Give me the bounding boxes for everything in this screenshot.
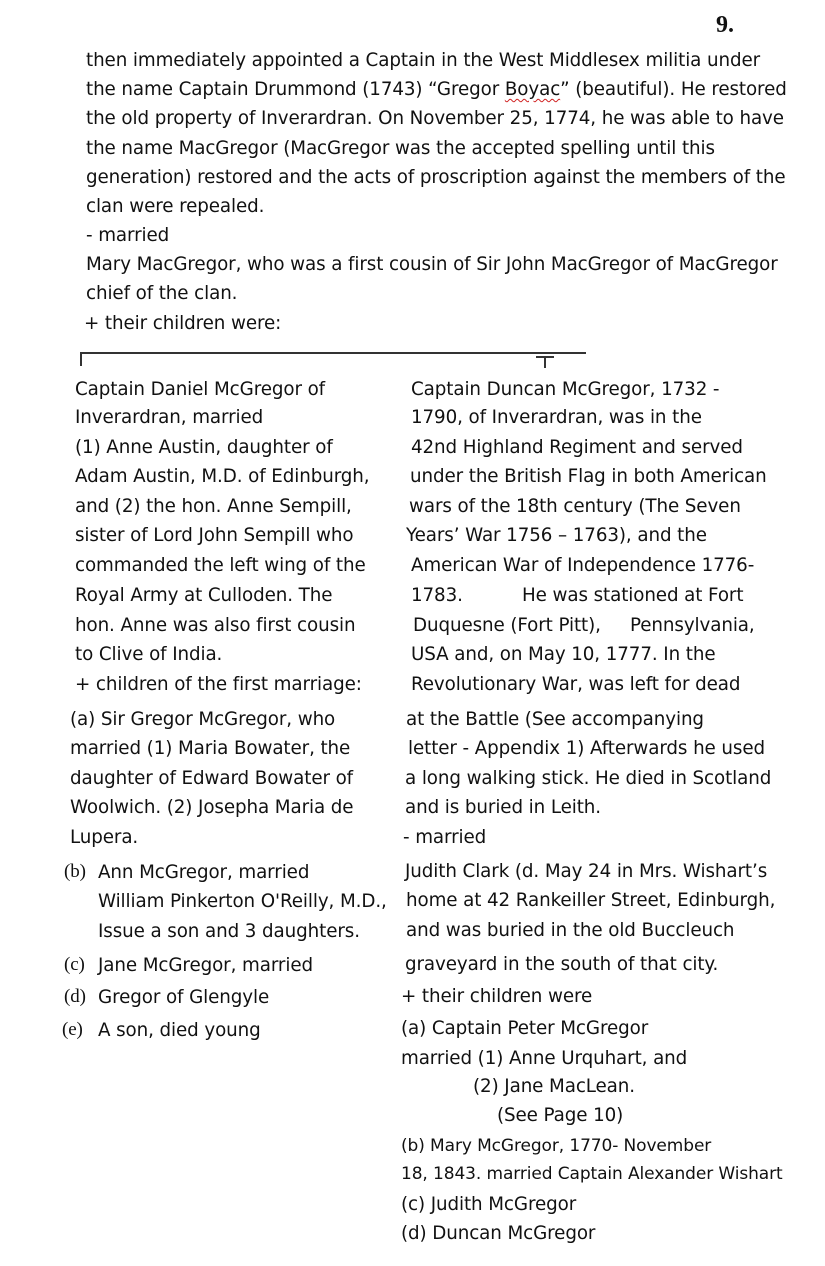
intro-line-9: chief of the clan. [86, 283, 238, 304]
left-line-2: Inverardran, married [75, 407, 264, 428]
right-line-2: 1790, of Inverardran, was in the [411, 407, 702, 428]
family-tree-left-drop [80, 352, 82, 366]
right-line-1: Captain Duncan McGregor, 1732 - [411, 379, 720, 400]
left-child-a-line-3: daughter of Edward Bowater of [70, 768, 354, 789]
right-child-a-see-page: (See Page 10) [497, 1105, 624, 1126]
intro-line-2 [86, 79, 787, 101]
right-children-heading: + their children were [401, 986, 593, 1007]
right-line-3: 42nd Highland Regiment and served [411, 437, 743, 458]
page-number: 9. [716, 12, 734, 38]
left-child-e-marker: (e) [62, 1019, 83, 1040]
left-line-7: commanded the left wing of the [75, 555, 366, 576]
left-line-10: to Clive of India. [75, 644, 223, 665]
right-line-10: USA and, on May 10, 1777. In the [411, 644, 716, 665]
intro-line-1: then immediately appointed a Captain in the West Middlesex militia under [86, 50, 761, 71]
spelling-flag-word: Boyac [504, 79, 561, 100]
right-line-12: at the Battle (See accompanying [406, 709, 704, 730]
right-child-d-line-1: (d) Duncan McGregor [401, 1223, 596, 1244]
left-child-a-line-2: married (1) Maria Bowater, the [70, 738, 351, 759]
right-child-a-line-3: (2) Jane MacLean. [473, 1076, 635, 1097]
left-line-3: (1) Anne Austin, daughter of [75, 437, 333, 458]
right-line-14: a long walking stick. He died in Scotland [405, 768, 772, 789]
intro-married: - married [86, 225, 170, 246]
intro-line-2-end: ” (beautiful). He restored [560, 79, 787, 100]
right-line-11: Revolutionary War, was left for dead [411, 674, 741, 695]
left-child-b-line-2: William Pinkerton O'Reilly, M.D., [98, 891, 387, 912]
left-child-c-line-1: Jane McGregor, married [98, 955, 313, 976]
intro-line-4: the name MacGregor (MacGregor was the accepted spelling until this [86, 138, 715, 159]
family-tree-right-drop [544, 356, 546, 368]
right-line-9-fort: Duquesne (Fort Pitt), [413, 615, 601, 636]
right-child-a-line-2: married (1) Anne Urquhart, and [401, 1048, 688, 1069]
right-line-4: under the British Flag in both American [410, 466, 767, 487]
left-line-8: Royal Army at Culloden. The [75, 585, 333, 606]
right-line-6: Years’ War 1756 – 1763), and the [406, 525, 707, 546]
right-line-7: American War of Independence 1776- [411, 555, 755, 576]
left-child-d-marker: (d) [64, 986, 86, 1007]
left-child-e-line-1: A son, died young [98, 1020, 261, 1041]
left-child-a-line-4: Woolwich. (2) Josepha Maria de [70, 797, 354, 818]
right-line-20: graveyard in the south of that city. [405, 954, 719, 975]
intro-line-2-start: the name Captain Drummond (1743) “Gregor [86, 79, 505, 100]
intro-line-3: the old property of Inverardran. On November 25, 1774, he was able to have [86, 108, 784, 129]
family-tree-branch-line [80, 352, 586, 354]
right-line-17: Judith Clark (d. May 24 in Mrs. Wishart’s [405, 861, 768, 882]
right-child-b-line-1: (b) Mary McGregor, 1770- November [401, 1136, 712, 1156]
left-line-6: sister of Lord John Sempill who [75, 525, 354, 546]
right-child-c-line-1: (c) Judith McGregor [401, 1194, 577, 1215]
left-line-4: Adam Austin, M.D. of Edinburgh, [75, 466, 370, 487]
left-line-9: hon. Anne was also first cousin [75, 615, 356, 636]
right-child-b-line-2: 18, 1843. married Captain Alexander Wishart [401, 1164, 783, 1184]
right-line-15: and is buried in Leith. [405, 797, 601, 818]
right-line-13: letter - Appendix 1) Afterwards he used [408, 738, 765, 759]
left-child-a-line-1: (a) Sir Gregor McGregor, who [70, 709, 336, 730]
left-child-c-marker: (c) [64, 954, 85, 975]
right-line-8-year: 1783. [411, 585, 463, 606]
intro-line-5: generation) restored and the acts of proscription against the members of the [86, 167, 786, 188]
left-child-a-line-5: Lupera. [70, 827, 139, 848]
left-line-5: and (2) the hon. Anne Sempill, [75, 496, 352, 517]
right-line-19: and was buried in the old Buccleuch [406, 920, 735, 941]
left-children-heading: + children of the first marriage: [75, 674, 362, 695]
right-child-a-line-1: (a) Captain Peter McGregor [401, 1018, 649, 1039]
right-line-5: wars of the 18th century (The Seven [409, 496, 741, 517]
left-line-1: Captain Daniel McGregor of [75, 379, 325, 400]
left-child-b-line-1: Ann McGregor, married [98, 862, 310, 883]
right-line-8-text: He was stationed at Fort [522, 585, 744, 606]
left-child-b-line-3: Issue a son and 3 daughters. [98, 921, 360, 942]
left-child-d-line-1: Gregor of Glengyle [98, 987, 270, 1008]
right-line-9-state: Pennsylvania, [630, 615, 755, 636]
right-line-18: home at 42 Rankeiller Street, Edinburgh, [406, 890, 776, 911]
left-child-b-marker: (b) [64, 861, 86, 882]
right-married: - married [403, 827, 487, 848]
intro-children-heading: + their children were: [84, 313, 282, 334]
intro-line-8: Mary MacGregor, who was a first cousin of Sir John MacGregor of MacGregor [86, 254, 778, 275]
intro-line-6: clan were repealed. [86, 196, 265, 217]
